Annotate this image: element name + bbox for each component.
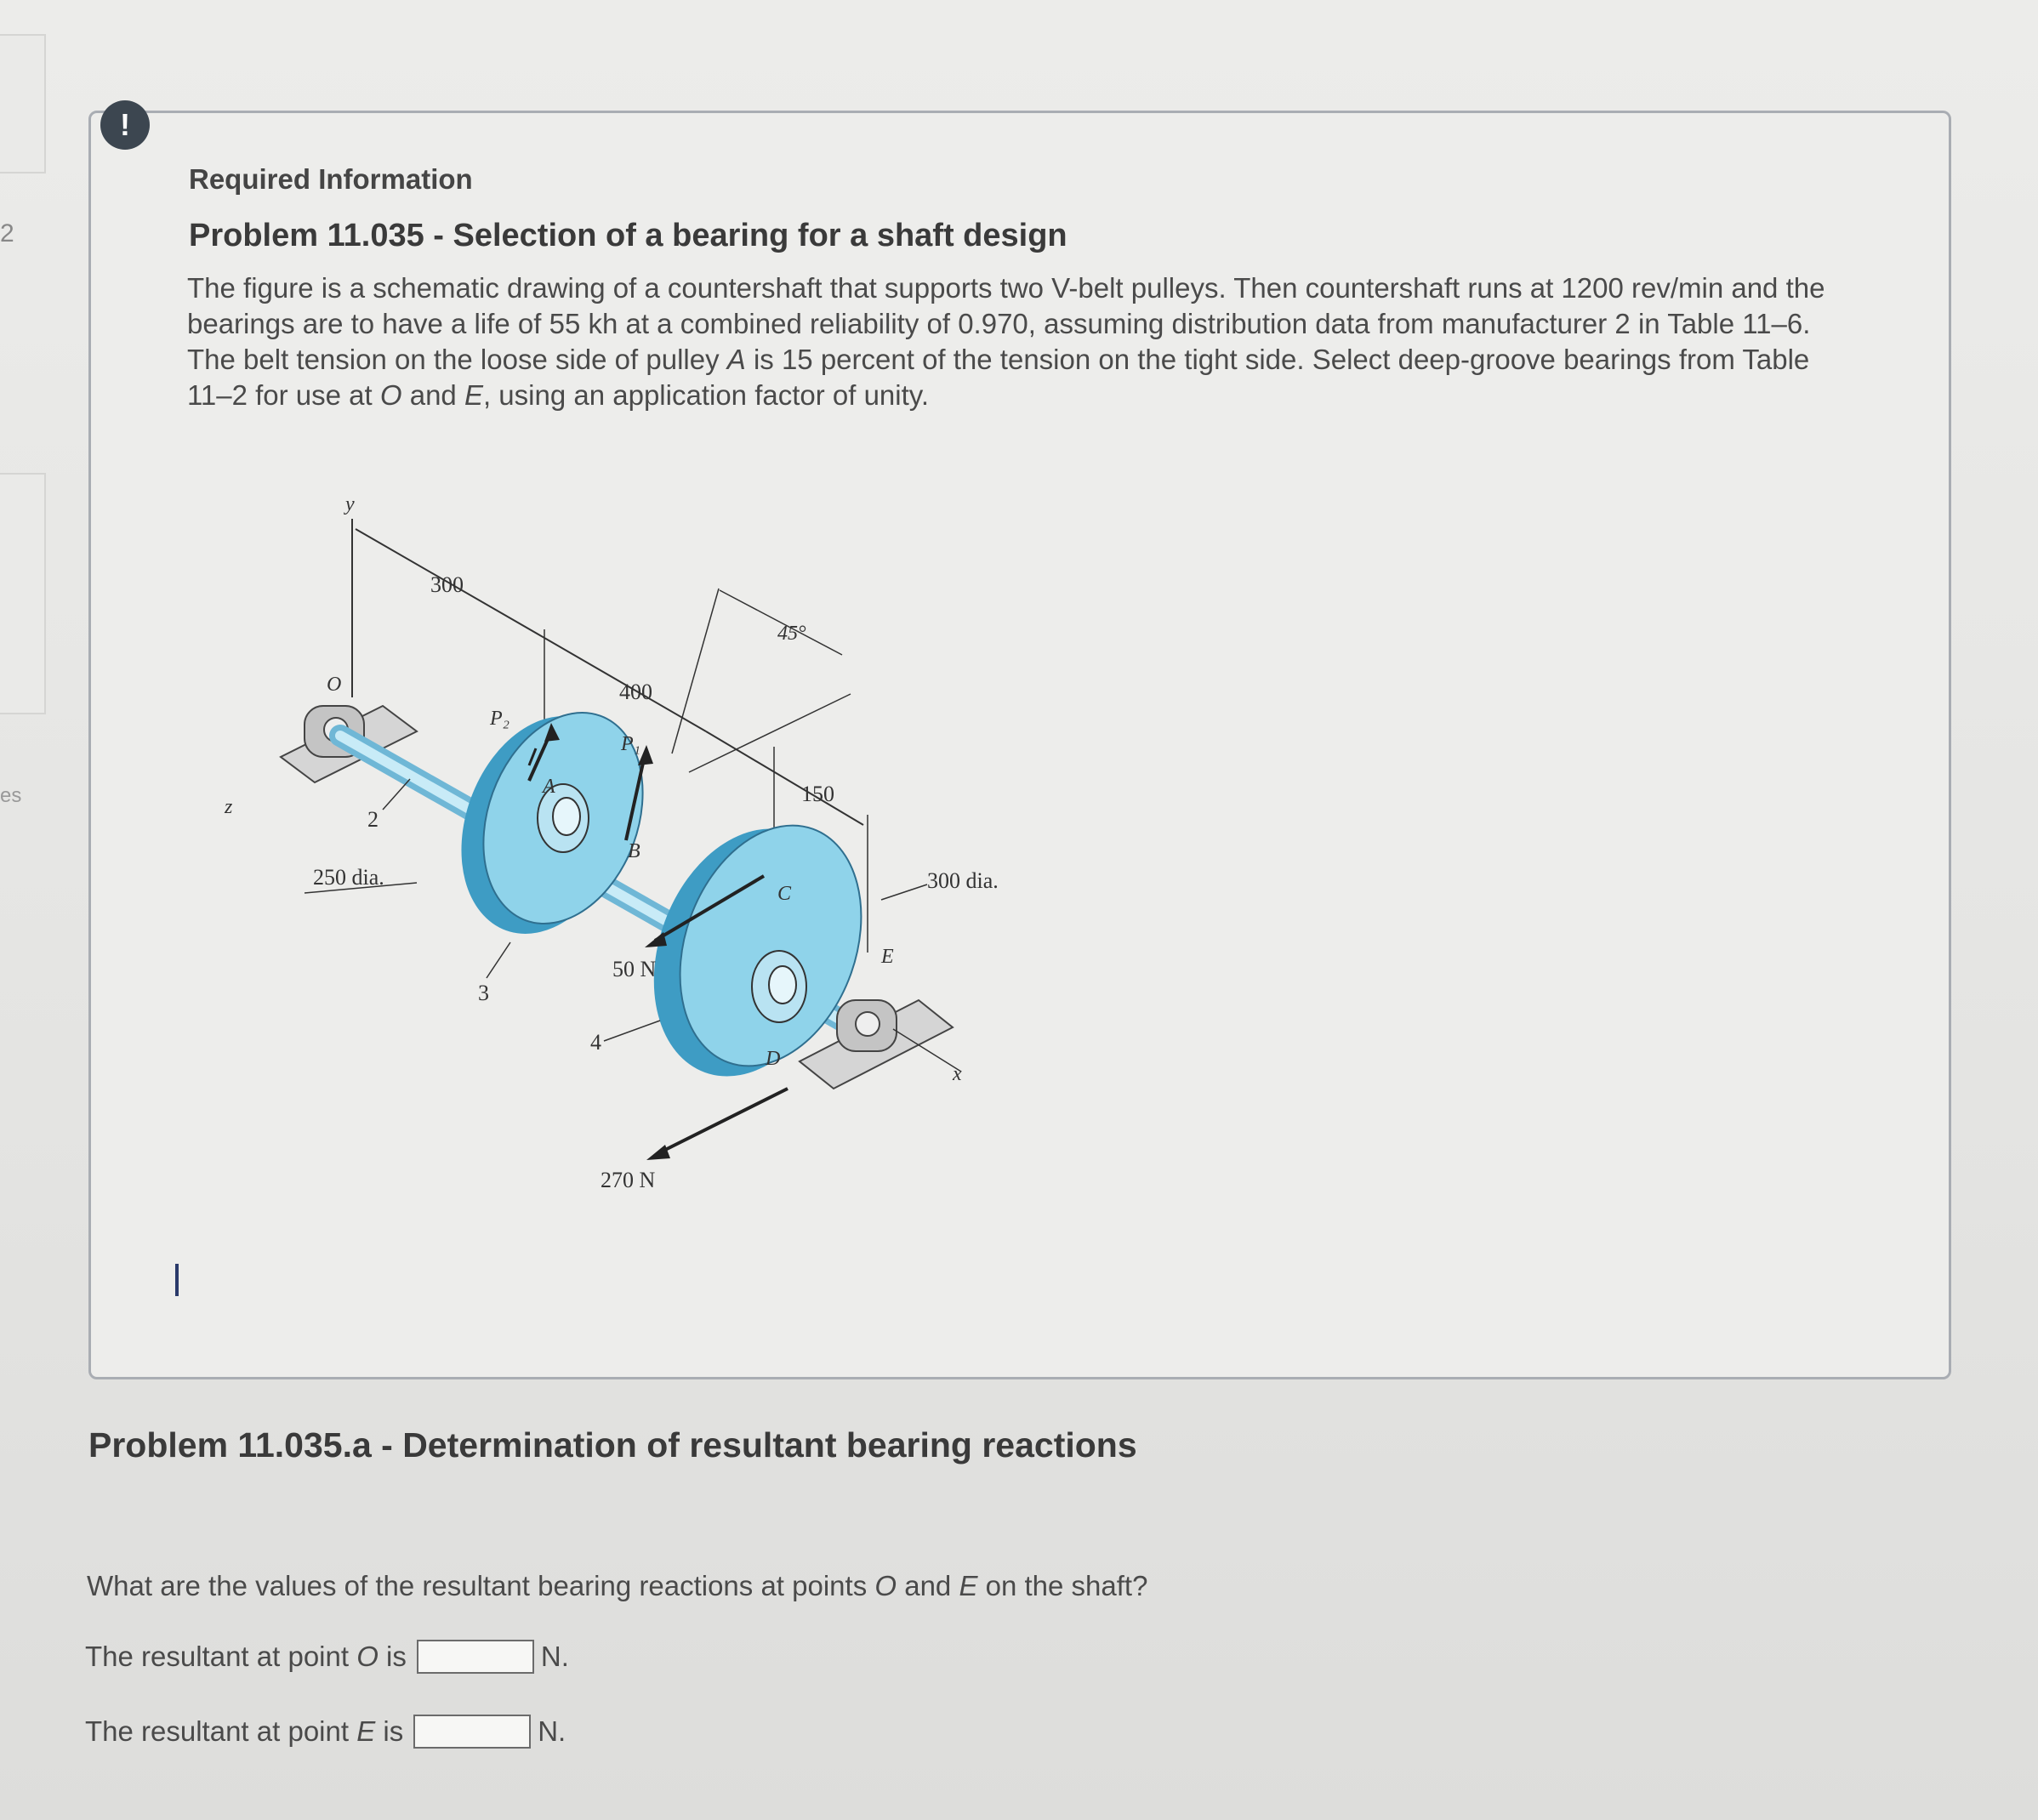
label-x: x <box>953 1063 962 1085</box>
problem-text-part: and <box>401 379 464 411</box>
answer-row-o <box>85 1640 569 1674</box>
gutter-question-number[interactable]: 2 <box>0 219 14 247</box>
label-b: B <box>628 840 640 862</box>
dimension-300: 300 <box>430 572 464 597</box>
marker-4: 4 <box>590 1030 601 1055</box>
question-text-part: on the shaft? <box>977 1570 1148 1601</box>
answer-label-o: The resultant at point O is <box>85 1641 407 1672</box>
dimension-150: 150 <box>801 782 834 806</box>
problem-statement <box>187 270 1846 413</box>
answer-label-e: The resultant at point E is <box>85 1715 404 1747</box>
text-cursor <box>175 1264 179 1296</box>
label-a: A <box>543 776 555 798</box>
unit-label-e: N. <box>538 1715 566 1747</box>
marker-2: 2 <box>367 807 379 832</box>
unit-label-o: N. <box>540 1641 569 1672</box>
label-e: E <box>881 946 894 968</box>
alert-symbol: ! <box>120 107 130 142</box>
gutter-label: es <box>0 784 22 807</box>
label-o: O <box>327 674 342 696</box>
gutter-panel <box>0 473 46 714</box>
part-a-question <box>87 1570 1147 1602</box>
resultant-e-input[interactable] <box>413 1715 531 1749</box>
required-information-label: Required Information <box>189 163 473 195</box>
countershaft-figure <box>213 476 1029 1208</box>
marker-3: 3 <box>478 981 489 1005</box>
problem-text-part: The figure is a schematic drawing of a countershaft that supports two V-belt pulleys. Then countershaft runs at 1200 rev/min and the bearings are to have a life of 55 kh at a combined reliability of 0.970, assuming distribution data from manufacturer 2 in Table 11–6. The belt tension on the loose side of pulley <box>187 272 1825 375</box>
force-50n: 50 N <box>612 957 657 981</box>
label-d: D <box>766 1048 781 1070</box>
label-y: y <box>345 493 355 515</box>
label-p1: P₁ <box>621 733 641 755</box>
problem-text-part: , using an application factor of unity. <box>482 379 930 411</box>
question-point-o: O <box>874 1570 897 1601</box>
dimension-400: 400 <box>619 680 652 704</box>
label-z: z <box>225 796 233 818</box>
question-point-e: E <box>959 1570 978 1601</box>
label-c: C <box>777 883 792 905</box>
dia-300: 300 dia. <box>927 868 999 893</box>
problem-text-italic: O <box>379 379 402 411</box>
problem-text-part: is 15 percent of the tension on the tight side. Select deep-groove bearings from Table 11–2 for use at <box>187 344 1810 411</box>
label-p2: P₂ <box>490 708 510 730</box>
part-a-title: Problem 11.035.a - Determination of resultant bearing reactions <box>88 1425 1137 1465</box>
exclamation-icon <box>100 100 150 150</box>
question-text-part: and <box>897 1570 959 1601</box>
answer-row-e <box>85 1715 566 1749</box>
angle-45: 45° <box>777 623 806 645</box>
resultant-o-input[interactable] <box>417 1640 534 1674</box>
gutter-panel <box>0 34 46 173</box>
dia-250: 250 dia. <box>313 865 384 890</box>
problem-text-italic: A <box>726 344 746 375</box>
question-text-part: What are the values of the resultant bearing reactions at points <box>87 1570 875 1601</box>
force-270n: 270 N <box>601 1168 656 1192</box>
problem-title: Problem 11.035 - Selection of a bearing for a shaft design <box>189 218 1067 253</box>
problem-text-italic: E <box>464 379 483 411</box>
